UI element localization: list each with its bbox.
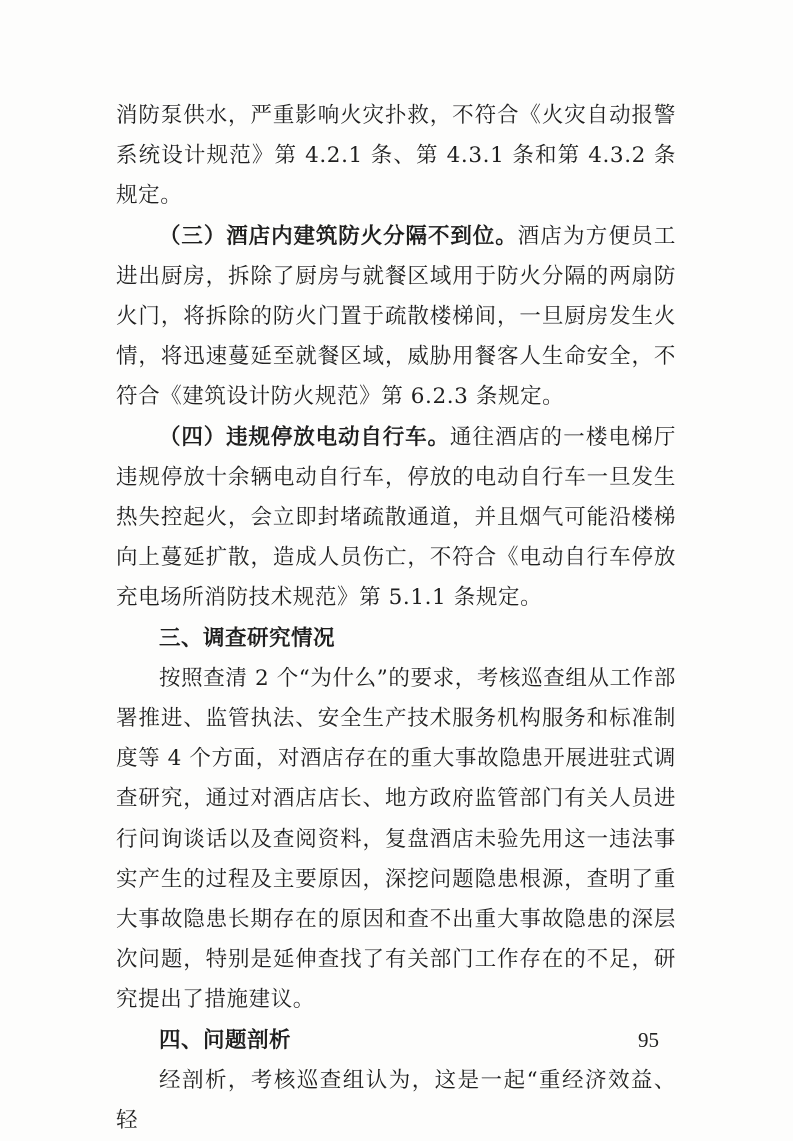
document-body (116, 96, 676, 1141)
section-4-paragraph: 经剖析，考核巡查组认为，这是一起“重经济效益、轻 (116, 1067, 676, 1134)
item-3-heading: （三）酒店内建筑防火分隔不到位。 (159, 223, 518, 249)
section-3-heading: 三、调查研究情况 (159, 625, 336, 651)
page-number: 95 (638, 1028, 659, 1052)
paragraph-item-4 (116, 418, 676, 619)
item-4-text: 通往酒店的一楼电梯厅违规停放十余辆电动自行车，停放的电动自行车一旦发生热失控起火，会立即封堵疏散通道，并且烟气可能沿楼梯向上蔓延扩散，造成人员伤亡，不符合《电动自行车停放充电场所消防技术规范》第 5.1.1 条规定。 (116, 424, 676, 611)
item-3-text: 酒店为方便员工进出厨房，拆除了厨房与就餐区域用于防火分隔的两扇防火门，将拆除的防火门置于疏散楼梯间，一旦厨房发生火情，将迅速蔓延至就餐区域，威胁用餐客人生命安全，不符合《建筑设计防火规范》第 6.2.3 条规定。 (116, 223, 676, 410)
section-3-paragraph: 按照查清 2 个“为什么”的要求，考核巡查组从工作部署推进、监管执法、安全生产技术服务机构服务和标准制度等 4 个方面，对酒店存在的重大事故隐患开展进驻式调查研究，通过对酒店店长、地方政府监管部门有关人员进行问询谈话以及查阅资料，复盘酒店未验先用这一违法事实产生的过程及主要原因，深挖问题隐患根源，查明了重大事故隐患长期存在的原因和查不出重大事故隐患的深层次问题，特别是延伸查找了有关部门工作存在的不足，研究提出了措施建议。 (116, 665, 676, 1013)
paragraph-continuation: 消防泵供水，严重影响火灾扑救，不符合《火灾自动报警系统设计规范》第 4.2.1 条、第 4.3.1 条和第 4.3.2 条规定。 (116, 103, 676, 209)
item-4-heading: （四）违规停放电动自行车。 (159, 424, 450, 450)
paragraph-item-3 (116, 217, 676, 418)
section-4-heading: 四、问题剖析 (159, 1027, 292, 1053)
